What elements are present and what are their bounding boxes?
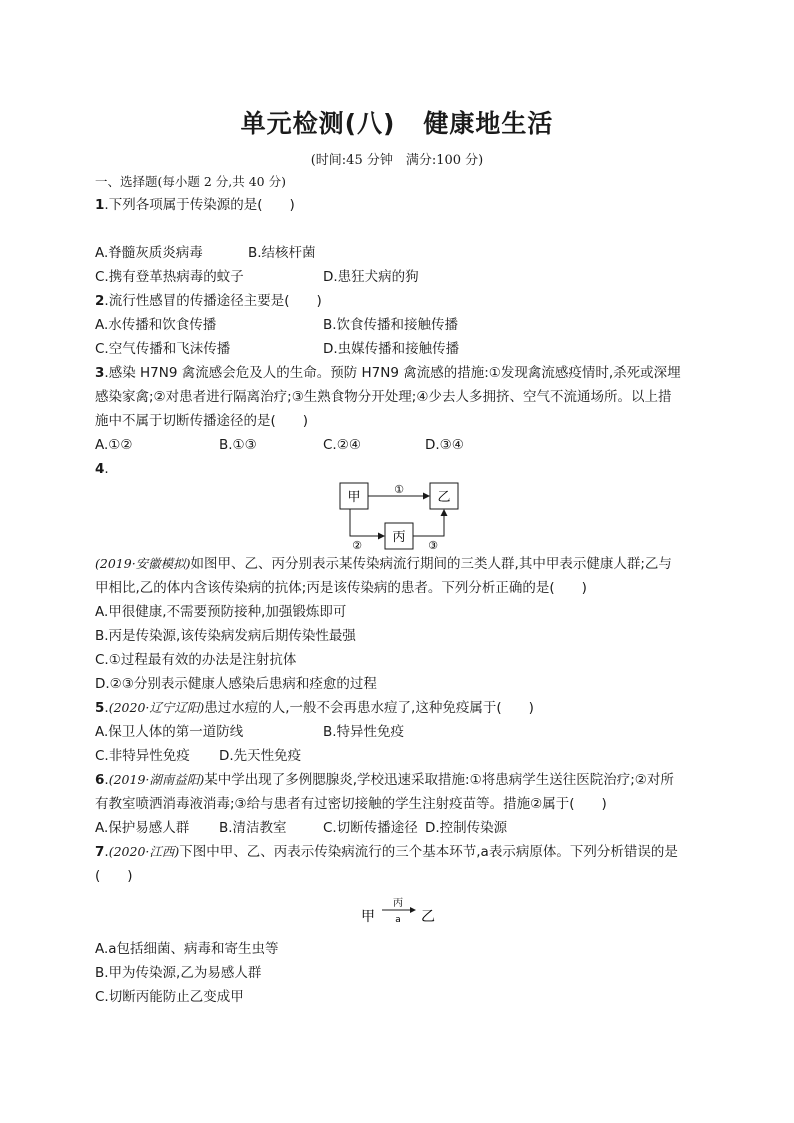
option-d: D.控制传染源 [425,820,508,836]
time-info: (时间:45 分钟 满分:100 分) [310,153,484,168]
option-c: C.①过程最有效的办法是注射抗体 [95,652,297,668]
option-d: D.虫媒传播和接触传播 [323,341,460,357]
option-a: A.脊髓灰质炎病毒 [95,245,203,261]
option-d: D.先天性免疫 [219,748,302,764]
question-number: 2 [95,293,105,309]
question-4-stem-line-2: 甲相比,乙的体内含该传染病的抗体;丙是该传染病的患者。下列分析正确的是( ) [95,580,587,596]
question-3-stem-line-1: 3.感染 H7N9 禽流感会危及人的生命。预防 H7N9 禽流感的措施:①发现禽流感疫情时,杀死或深埋 [95,365,681,381]
question-source: (2020·江西) [108,844,180,859]
arrow-3 [413,510,444,536]
question-number: 1 [95,197,105,213]
option-c: C.携有登革热病毒的蚊子 [95,269,244,285]
question-source: (2019·湖南益阳) [108,772,205,787]
option-c: C.切断丙能防止乙变成甲 [95,989,244,1005]
question-source: (2019·安徽模拟) [95,556,191,571]
question-7-stem-line-1: 7.(2020·江西)下图中甲、乙、丙表示传染病流行的三个基本环节,a表示病原体。下列分析错误的是 [95,844,678,860]
arrow-2 [350,509,384,536]
arrow-3-label: ③ [428,539,438,552]
option-a: A.a包括细菌、病毒和寄生虫等 [95,941,279,957]
option-c: C.非特异性免疫 [95,748,190,764]
question-number: 3 [95,365,105,381]
arrow-1-label: ① [394,483,404,496]
diagram-jia: 甲 [361,909,375,925]
option-a: A.保护易感人群 [95,820,190,836]
question-number: 7 [95,844,105,860]
box-jia-label: 甲 [347,490,361,505]
option-b: B.特异性免疫 [323,724,405,740]
question-4-stem: 4. [95,461,109,477]
option-a: A.保卫人体的第一道防线 [95,724,244,740]
option-a: A.甲很健康,不需要预防接种,加强锻炼即可 [95,604,347,620]
option-b: B.甲为传染源,乙为易感人群 [95,965,262,981]
option-d: D.③④ [425,437,464,453]
option-b: B.饮食传播和接触传播 [323,317,459,333]
question-6-stem-line-1: 6.(2019·湖南益阳)某中学出现了多例腮腺炎,学校迅速采取措施:①将患病学生送往医院治疗;②对所 [95,772,674,788]
option-b: B.清洁教室 [219,820,287,836]
question-3-stem-line-2: 感染家禽;②对患者进行隔离治疗;③生熟食物分开处理;④少去人多拥挤、空气不流通场所。以上措 [95,389,672,405]
option-c: C.切断传播途径 [323,820,418,836]
question-source: (2020·辽宁辽阳) [108,700,205,715]
section-heading: 一、选择题(每小题 2 分,共 40 分) [95,174,286,189]
diagram-bing: 丙 [393,898,403,909]
diagram-yi: 乙 [421,909,435,925]
pathogen-flow-diagram [360,894,440,930]
title-main: 单元检测(八) [240,109,396,138]
question-7-stem-line-2: ( ) [95,868,133,884]
question-6-stem-line-2: 有教室喷洒消毒液消毒;③给与患者有过密切接触的学生注射疫苗等。措施②属于( ) [95,796,607,812]
option-b: B.结核杆菌 [248,245,316,261]
option-b: B.丙是传染源,该传染病发病后期传染性最强 [95,628,356,644]
title-sub: 健康地生活 [423,109,554,138]
option-d: D.②③分别表示健康人感染后患病和痊愈的过程 [95,676,377,692]
question-2-stem: 2.流行性感冒的传播途径主要是( ) [95,293,322,309]
option-a: A.①② [95,437,133,453]
page-title [0,104,794,140]
question-number: 6 [95,772,105,788]
question-number: 5 [95,700,105,716]
option-c: C.②④ [323,437,361,453]
question-1-stem: 1.下列各项属于传染源的是( ) [95,197,295,213]
box-yi-label: 乙 [437,490,451,505]
option-a: A.水传播和饮食传播 [95,317,217,333]
option-c: C.空气传播和飞沫传播 [95,341,231,357]
question-5-stem: 5.(2020·辽宁辽阳)患过水痘的人,一般不会再患水痘了,这种免疫属于( ) [95,700,534,716]
arrow-2-label: ② [352,539,362,552]
diagram-a: a [395,915,401,925]
transmission-flow-diagram [330,477,470,552]
box-bing-label: 丙 [392,530,406,545]
question-3-stem-line-3: 施中不属于切断传播途径的是( ) [95,413,309,429]
question-4-stem-line-1: (2019·安徽模拟)如图甲、乙、丙分别表示某传染病流行期间的三类人群,其中甲表示健康人群;乙与 [95,556,672,572]
option-d: D.患狂犬病的狗 [323,269,419,285]
option-b: B.①③ [219,437,257,453]
question-number: 4 [95,461,105,477]
